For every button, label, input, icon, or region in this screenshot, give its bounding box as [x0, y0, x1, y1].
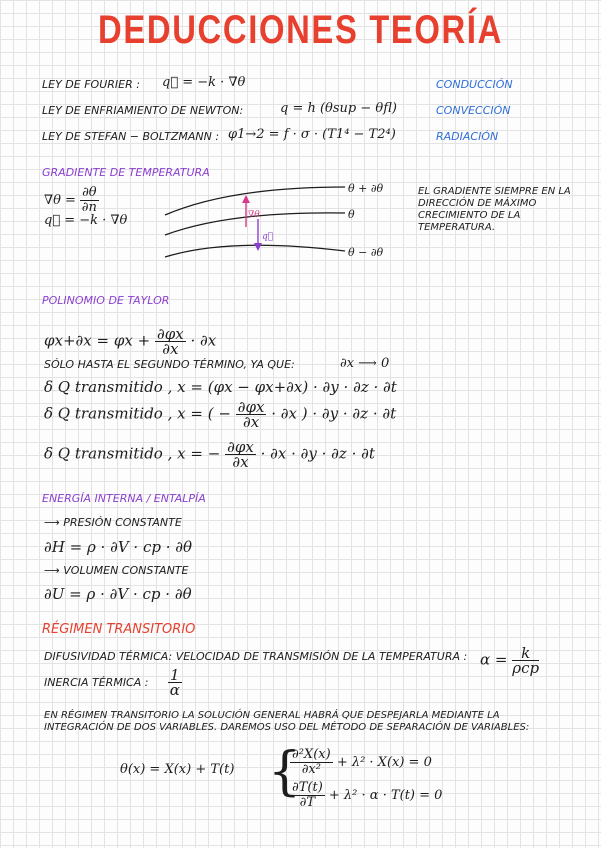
taylor-eq1-denominator: ∂x — [162, 340, 179, 358]
stefan-law-name: LEY DE STEFAN − BOLTZMANN : — [42, 130, 220, 143]
gradient-fraction — [80, 186, 99, 215]
gradient-arrow-label: ∇θ — [248, 210, 260, 220]
inertia-fraction — [168, 668, 182, 697]
system-eq2-fraction — [290, 781, 325, 810]
gradient-equation — [44, 186, 99, 215]
system-eq1-numerator: ∂²X(x) — [292, 747, 331, 762]
alpha-fraction — [512, 646, 539, 675]
energy-item-pressure: ⟶ PRESIÓN CONSTANTE — [44, 516, 182, 529]
isotherm-label-middle: θ — [348, 208, 355, 221]
gradient-denominator: ∂n — [81, 200, 97, 215]
separation-equation: θ(x) = X(x) + T(t) — [120, 762, 235, 777]
system-eq2-numerator: ∂T(t) — [292, 780, 323, 795]
system-eq1-fraction — [290, 748, 333, 777]
regime-heading: RÉGIMEN TRANSITORIO — [42, 622, 196, 637]
alpha-numerator: k — [512, 646, 539, 661]
system-brace: { — [268, 742, 302, 802]
newton-law-formula: q = h (θsup − θfl) — [280, 101, 397, 116]
isotherm-label-lower: θ − ∂θ — [348, 246, 384, 259]
system-eq2-denominator: ∂T — [299, 795, 316, 810]
taylor-equation-2: δ Q transmitido , x = (φx − φx+∂x) · ∂y · ∂z · ∂t — [44, 378, 397, 396]
taylor-equation-1 — [44, 327, 216, 356]
taylor-eq3-rhs: · ∂x ) · ∂y · ∂z · ∂t — [271, 404, 397, 423]
flux-arrowhead — [254, 243, 262, 251]
taylor-eq4-lhs: δ Q transmitido , x = − — [44, 444, 221, 463]
taylor-eq4-rhs: · ∂x · ∂y · ∂z · ∂t — [260, 444, 375, 463]
gradient-heading: GRADIENTE DE TEMPERATURA — [42, 166, 210, 179]
energy-item-volume: ⟶ VOLUMEN CONSTANTE — [44, 564, 189, 577]
energy-heading: ENERGÍA INTERNA / ENTALPÍA — [42, 492, 206, 505]
taylor-eq3-lhs: δ Q transmitido , x = ( − — [44, 404, 231, 423]
fourier-law-name: LEY DE FOURIER : — [42, 78, 140, 91]
regime-paragraph: EN RÉGIMEN TRANSITORIO LA SOLUCIÓN GENERAL HABRÁ QUE DESPEJARLA MEDIANTE LA INTEGRACIÓN DE DOS VARIABLES. DAREMOS USO DEL MÉTODO DE SEPARACIÓN DE VARIABLES: — [44, 710, 530, 733]
fourier-law-formula: q⃗ = −k · ∇θ — [162, 75, 246, 90]
gradient-note: EL GRADIENTE SIEMPRE EN LA DIRECCIÓN DE MÁXIMO CRECIMIENTO DE LA TEMPERATURA. — [418, 186, 571, 233]
inertia-denominator: α — [169, 681, 180, 699]
taylor-eq3-denominator: ∂x — [242, 413, 260, 431]
taylor-eq1-fraction — [155, 327, 186, 356]
stefan-law-formula: φ1→2 = f · σ · (T1⁴ − T2⁴) — [228, 127, 396, 142]
isotherm-lower — [165, 245, 345, 257]
taylor-equation-4 — [44, 440, 375, 469]
flux-arrow-label: q⃗ — [262, 232, 274, 242]
taylor-equation-3 — [44, 400, 396, 429]
system-eq1-rhs: + λ² · X(x) = 0 — [336, 755, 432, 770]
taylor-heading: POLINOMIO DE TAYLOR — [42, 294, 170, 307]
inertia-equation — [168, 668, 182, 697]
gradient-arrowhead — [242, 195, 250, 203]
taylor-eq1-lhs: φx+∂x = φx + — [44, 331, 151, 350]
isotherm-label-upper: θ + ∂θ — [348, 182, 384, 195]
radiation-label: RADIACIÓN — [436, 130, 499, 143]
taylor-sentence: SÓLO HASTA EL SEGUNDO TÉRMINO, YA QUE: — [44, 358, 295, 371]
taylor-eq1-rhs: · ∂x — [190, 331, 217, 350]
enthalpy-equation: ∂H = ρ · ∂V · cp · ∂θ — [44, 538, 193, 556]
inertia-numerator: 1 — [170, 666, 180, 684]
taylor-eq4-denominator: ∂x — [232, 453, 249, 471]
diffusivity-text: DIFUSIVIDAD TÉRMICA: VELOCIDAD DE TRANSMISIÓN DE LA TEMPERATURA : — [44, 650, 468, 663]
gradient-numerator: ∂θ — [82, 185, 97, 200]
taylor-eq4-fraction — [225, 440, 256, 469]
newton-law-name: LEY DE ENFRIAMIENTO DE NEWTON: — [42, 104, 244, 117]
conduction-label: CONDUCCIÓN — [436, 78, 513, 91]
alpha-lhs: α = — [480, 650, 508, 669]
system-eq2-rhs: + λ² · α · T(t) = 0 — [328, 788, 443, 803]
system-eq1-denominator: ∂x² — [301, 762, 321, 777]
taylor-eq3-fraction — [236, 400, 267, 429]
taylor-limit: ∂x ⟶ 0 — [340, 356, 390, 371]
taylor-eq4-numerator: ∂φx — [227, 438, 254, 456]
convection-label: CONVECCIÓN — [436, 104, 511, 117]
system-equation-1 — [290, 748, 432, 777]
internal-energy-equation: ∂U = ρ · ∂V · cp · ∂θ — [44, 585, 192, 603]
inertia-text: INERCIA TÉRMICA : — [44, 676, 149, 689]
system-equation-2 — [290, 781, 442, 810]
gradient-eq-lhs: ∇θ = — [44, 193, 76, 208]
taylor-eq3-numerator: ∂φx — [237, 398, 265, 416]
taylor-eq1-numerator: ∂φx — [156, 325, 184, 343]
heat-flux-equation: q⃗ = −k · ∇θ — [44, 213, 128, 228]
page-title: DEDUCCIONES TEORÍA — [98, 8, 503, 52]
alpha-denominator: ρcp — [512, 659, 540, 677]
diffusivity-equation — [480, 646, 539, 675]
